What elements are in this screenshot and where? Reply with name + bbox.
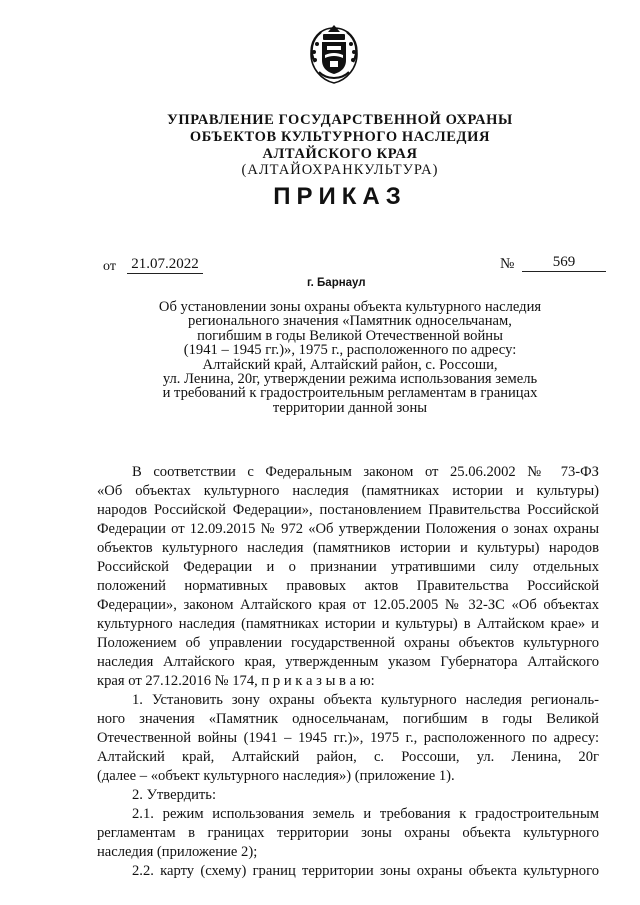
body-line: ного значения «Памятник односельчанам, погибшим в годы Великой [97,711,599,727]
organization-name-line: УПРАВЛЕНИЕ ГОСУДАРСТВЕННОЙ ОХРАНЫ [167,112,513,128]
organization-name-line: ОБЪЕКТОВ КУЛЬТУРНОГО НАСЛЕДИЯ [189,129,491,145]
coat-of-arms-emblem [301,22,367,88]
body-line: наследия (приложение 2); [97,844,258,860]
body-line: 1. Установить зону охраны объекта культурного наследия региональ- [132,692,599,708]
body-line: Положением об управлении государственной охраны объектов культурного [97,635,599,651]
subject-line: регионального значения «Памятник односельчанам, [188,313,512,330]
body-line: культурного наследия (памятниках истории и культуры) в Алтайском крае» и [97,616,599,632]
body-line: 2.1. режим использования земель и требования к градостроительным [132,806,599,822]
body-line: (далее – «объект культурного наследия») (приложение 1). [97,768,455,784]
subject-line: погибшим в годы Великой Отечественной войны [197,327,503,344]
body-line: В соответствии с Федеральным законом от 25.06.2002 № 73-ФЗ [132,464,599,480]
body-line: Российской Федерации и о признании утратившими силу отдельных [97,559,599,575]
body-line: Алтайский край, Алтайский район, с. Россоши, ул. Ленина, 20г [97,749,599,765]
document-number: 569 [522,254,606,272]
body-line: Федерации от 12.09.2015 № 972 «Об утверждении Положения о зонах охраны [97,521,599,537]
subject-line: и требований к градостроительным регламентам в границах [162,385,538,402]
organization-abbreviation: (АЛТАЙОХРАНКУЛЬТУРА) [241,162,439,178]
body-line: объектов культурного наследия (памятников истории и культуры) народов [97,540,599,556]
order-body [97,463,599,881]
number-label: № [500,256,515,272]
body-line: народов Российской Федерации», постановлением Правительства Российской [97,502,599,518]
body-line: Федерации», законом Алтайского края от 12.05.2005 № 32-ЗС «Об объектах [97,597,599,613]
body-line: края от 27.12.2016 № 174, п р и к а з ы в а ю: [97,673,375,689]
subject-line: (1941 – 1945 гг.)», 1975 г., расположенного по адресу: [183,342,517,359]
document-title: ПРИКАЗ [273,183,407,210]
subject-line: ул. Ленина, 20г, утверждении режима использования земель [162,371,538,388]
body-line: наследия Алтайского края, утвержденным указом Губернатора Алтайского [97,654,599,670]
issue-city: г. Барнаул [307,277,366,289]
body-line: 2.2. карту (схему) границ территории зоны охраны объекта культурного [132,863,599,879]
date-label: от [103,259,116,274]
body-line: 2. Утвердить: [132,787,217,803]
body-line: положений нормативных правовых актов Правительства Российской [97,578,599,594]
document-date: 21.07.2022 [127,256,203,274]
order-subject [135,300,565,415]
organization-name-line: АЛТАЙСКОГО КРАЯ [262,146,418,162]
subject-line: Об установлении зоны охраны объекта культурного наследия [158,299,542,315]
subject-line: территории данной зоны [272,399,428,416]
subject-line: Алтайский край, Алтайский район, с. Россоши, [202,356,498,373]
body-line: регламентам в границах территории зоны охраны объекта культурного [97,825,599,841]
body-line: «Об объектах культурного наследия (памятниках истории и культуры) [97,483,599,499]
body-line: Отечественной войны (1941 – 1945 гг.)», 1975 г., расположенного по адресу: [97,730,599,746]
